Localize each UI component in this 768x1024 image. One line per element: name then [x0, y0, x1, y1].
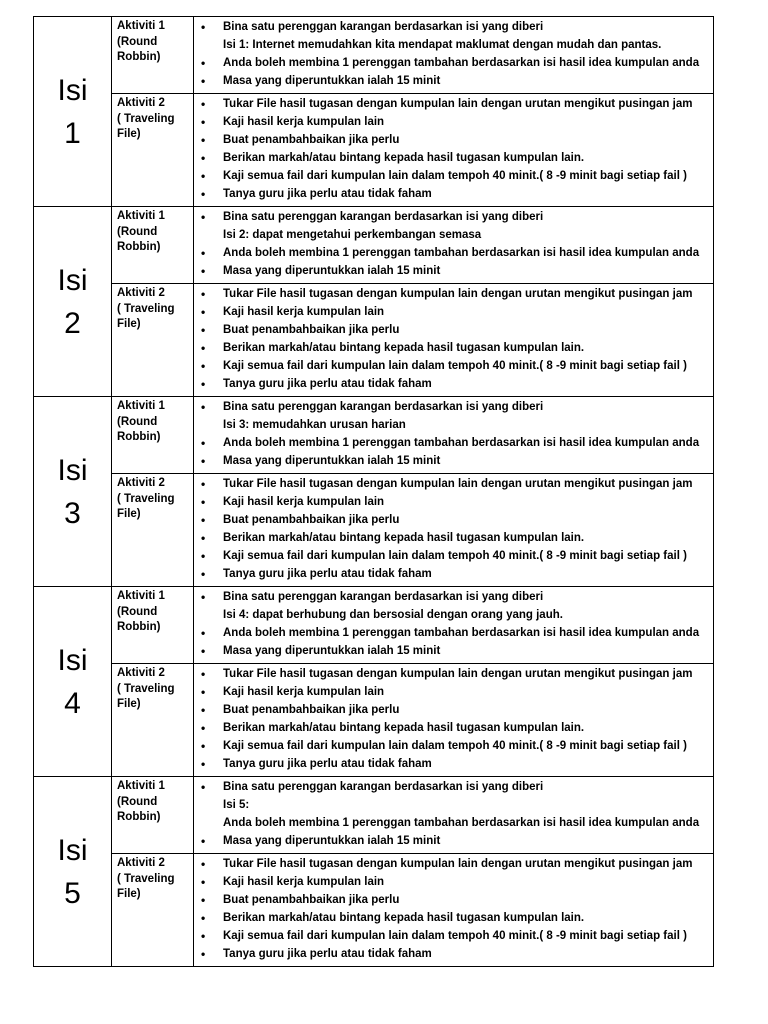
instruction-item: • Tanya guru jika perlu atau tidak faham: [200, 185, 711, 203]
instruction-item: • Kaji semua fail dari kumpulan lain dalam tempoh 40 minit.( 8 -9 minit bagi setiap fail ): [200, 167, 711, 185]
instructions-cell: [194, 284, 714, 397]
instruction-item: • Berikan markah/atau bintang kepada hasil tugasan kumpulan lain.: [200, 909, 711, 927]
activity-method: (Round Robbin): [117, 225, 161, 253]
instruction-item: • Buat penambahbaikan jika perlu: [200, 131, 711, 149]
instruction-item: • Buat penambahbaikan jika perlu: [200, 511, 711, 529]
instruction-item: • Kaji hasil kerja kumpulan lain: [200, 113, 711, 131]
instruction-item: • Tukar File hasil tugasan dengan kumpulan lain dengan urutan mengikut pusingan jam: [200, 855, 711, 873]
section-row-activity-1: [34, 17, 714, 94]
activity-method: ( Traveling File): [117, 112, 175, 140]
instruction-item: • Tanya guru jika perlu atau tidak faham: [200, 945, 711, 963]
activity-label-cell: [112, 94, 194, 207]
instruction-list: [200, 18, 711, 90]
instruction-list: [200, 855, 711, 964]
instructions-cell: [194, 17, 714, 94]
instruction-list: [200, 588, 711, 660]
activity-method: ( Traveling File): [117, 682, 175, 710]
instruction-list: [200, 475, 711, 584]
activity-method: (Round Robbin): [117, 605, 161, 633]
instruction-list: [200, 285, 711, 394]
instruction-item: • Kaji semua fail dari kumpulan lain dalam tempoh 40 minit.( 8 -9 minit bagi setiap fail ): [200, 737, 711, 755]
instruction-item: • Berikan markah/atau bintang kepada hasil tugasan kumpulan lain.: [200, 339, 711, 357]
instruction-item: • Masa yang diperuntukkan ialah 15 minit: [200, 642, 711, 660]
instruction-item: • Kaji semua fail dari kumpulan lain dalam tempoh 40 minit.( 8 -9 minit bagi setiap fail ): [200, 927, 711, 945]
section-row-activity-1: [34, 207, 714, 284]
instruction-item: • Tukar File hasil tugasan dengan kumpulan lain dengan urutan mengikut pusingan jam: [200, 285, 711, 303]
instruction-item: • Bina satu perenggan karangan berdasarkan isi yang diberi: [200, 208, 711, 226]
activity-name: Aktiviti 2: [117, 287, 165, 299]
activity-label-cell: [112, 207, 194, 284]
section-row-activity-1: [34, 777, 714, 854]
instruction-item: • Anda boleh membina 1 perenggan tambahan berdasarkan isi hasil idea kumpulan anda: [200, 624, 711, 642]
activity-method: ( Traveling File): [117, 302, 175, 330]
activity-name: Aktiviti 2: [117, 667, 165, 679]
instructions-cell: [194, 94, 714, 207]
instruction-item: • Berikan markah/atau bintang kepada hasil tugasan kumpulan lain.: [200, 719, 711, 737]
activity-method: ( Traveling File): [117, 872, 175, 900]
instruction-item: • Masa yang diperuntukkan ialah 15 minit: [200, 832, 711, 850]
instruction-item: • Tanya guru jika perlu atau tidak faham: [200, 755, 711, 773]
instruction-item: • Masa yang diperuntukkan ialah 15 minit: [200, 452, 711, 470]
instruction-item: • Berikan markah/atau bintang kepada hasil tugasan kumpulan lain.: [200, 529, 711, 547]
section-row-activity-2: [34, 664, 714, 777]
instruction-item: • Bina satu perenggan karangan berdasarkan isi yang diberi: [200, 18, 711, 36]
isi-label: Isi: [57, 833, 88, 867]
instruction-item: Anda boleh membina 1 perenggan tambahan berdasarkan isi hasil idea kumpulan anda: [223, 817, 700, 830]
instruction-list: [200, 398, 711, 470]
activity-name: Aktiviti 2: [117, 857, 165, 869]
isi-number-cell: [34, 587, 112, 777]
instruction-item: • Masa yang diperuntukkan ialah 15 minit: [200, 72, 711, 90]
section-row-activity-1: [34, 587, 714, 664]
activity-label-cell: [112, 777, 194, 854]
isi-number: 4: [64, 686, 81, 720]
instruction-item: • Tanya guru jika perlu atau tidak faham: [200, 375, 711, 393]
activity-label-cell: [112, 284, 194, 397]
activity-label-cell: [112, 587, 194, 664]
instructions-cell: [194, 777, 714, 854]
isi-number: 2: [64, 306, 81, 340]
activity-name: Aktiviti 2: [117, 97, 165, 109]
instruction-item: • Kaji hasil kerja kumpulan lain: [200, 683, 711, 701]
instruction-item: Isi 2: dapat mengetahui perkembangan semasa: [223, 229, 482, 242]
activity-label-cell: [112, 17, 194, 94]
isi-number-cell: [34, 777, 112, 967]
activity-name: Aktiviti 1: [117, 20, 165, 32]
section-row-activity-1: [34, 397, 714, 474]
activity-method: (Round Robbin): [117, 795, 161, 823]
instructions-cell: [194, 397, 714, 474]
instruction-list: [200, 665, 711, 774]
instruction-item: Isi 4: dapat berhubung dan bersosial dengan orang yang jauh.: [223, 609, 563, 622]
instruction-item: • Buat penambahbaikan jika perlu: [200, 891, 711, 909]
instruction-list: [200, 778, 711, 850]
instruction-item: • Tukar File hasil tugasan dengan kumpulan lain dengan urutan mengikut pusingan jam: [200, 95, 711, 113]
instruction-item: Isi 5:: [223, 799, 250, 812]
instruction-item: • Kaji hasil kerja kumpulan lain: [200, 873, 711, 891]
isi-number-cell: [34, 207, 112, 397]
section-row-activity-2: [34, 854, 714, 967]
instructions-cell: [194, 474, 714, 587]
isi-number-cell: [34, 397, 112, 587]
activity-table-body: [34, 17, 714, 967]
activity-name: Aktiviti 1: [117, 210, 165, 222]
section-row-activity-2: [34, 474, 714, 587]
activity-method: ( Traveling File): [117, 492, 175, 520]
activity-name: Aktiviti 2: [117, 477, 165, 489]
instruction-item: • Tukar File hasil tugasan dengan kumpulan lain dengan urutan mengikut pusingan jam: [200, 475, 711, 493]
instruction-item: • Bina satu perenggan karangan berdasarkan isi yang diberi: [200, 588, 711, 606]
activity-table: [33, 16, 714, 967]
instruction-item: • Kaji hasil kerja kumpulan lain: [200, 303, 711, 321]
instructions-cell: [194, 207, 714, 284]
activity-label-cell: [112, 474, 194, 587]
instruction-item: • Tukar File hasil tugasan dengan kumpulan lain dengan urutan mengikut pusingan jam: [200, 665, 711, 683]
instruction-list: [200, 208, 711, 280]
instruction-item: • Bina satu perenggan karangan berdasarkan isi yang diberi: [200, 398, 711, 416]
activity-label-cell: [112, 397, 194, 474]
instruction-list: [200, 95, 711, 204]
activity-method: (Round Robbin): [117, 415, 161, 443]
activity-name: Aktiviti 1: [117, 400, 165, 412]
section-row-activity-2: [34, 94, 714, 207]
instruction-item: • Anda boleh membina 1 perenggan tambahan berdasarkan isi hasil idea kumpulan anda: [200, 244, 711, 262]
instruction-item: • Tanya guru jika perlu atau tidak faham: [200, 565, 711, 583]
activity-label-cell: [112, 664, 194, 777]
isi-label: Isi: [57, 263, 88, 297]
activity-name: Aktiviti 1: [117, 780, 165, 792]
instructions-cell: [194, 854, 714, 967]
section-row-activity-2: [34, 284, 714, 397]
activity-label-cell: [112, 854, 194, 967]
isi-label: Isi: [57, 453, 88, 487]
isi-label: Isi: [57, 643, 88, 677]
instructions-cell: [194, 664, 714, 777]
instruction-item: Isi 3: memudahkan urusan harian: [223, 419, 406, 432]
isi-number-cell: [34, 17, 112, 207]
isi-number: 1: [64, 116, 81, 150]
instruction-item: • Berikan markah/atau bintang kepada hasil tugasan kumpulan lain.: [200, 149, 711, 167]
instructions-cell: [194, 587, 714, 664]
instruction-item: • Buat penambahbaikan jika perlu: [200, 321, 711, 339]
isi-label: Isi: [57, 73, 88, 107]
instruction-item: • Kaji semua fail dari kumpulan lain dalam tempoh 40 minit.( 8 -9 minit bagi setiap fail ): [200, 547, 711, 565]
instruction-item: • Bina satu perenggan karangan berdasarkan isi yang diberi: [200, 778, 711, 796]
instruction-item: • Kaji hasil kerja kumpulan lain: [200, 493, 711, 511]
instruction-item: • Kaji semua fail dari kumpulan lain dalam tempoh 40 minit.( 8 -9 minit bagi setiap fail ): [200, 357, 711, 375]
instruction-item: • Buat penambahbaikan jika perlu: [200, 701, 711, 719]
instruction-item: • Anda boleh membina 1 perenggan tambahan berdasarkan isi hasil idea kumpulan anda: [200, 54, 711, 72]
activity-name: Aktiviti 1: [117, 590, 165, 602]
instruction-item: Isi 1: Internet memudahkan kita mendapat maklumat dengan mudah dan pantas.: [223, 39, 662, 52]
instruction-item: • Anda boleh membina 1 perenggan tambahan berdasarkan isi hasil idea kumpulan anda: [200, 434, 711, 452]
instruction-item: • Masa yang diperuntukkan ialah 15 minit: [200, 262, 711, 280]
isi-number: 5: [64, 876, 81, 910]
activity-method: (Round Robbin): [117, 35, 161, 63]
isi-number: 3: [64, 496, 81, 530]
